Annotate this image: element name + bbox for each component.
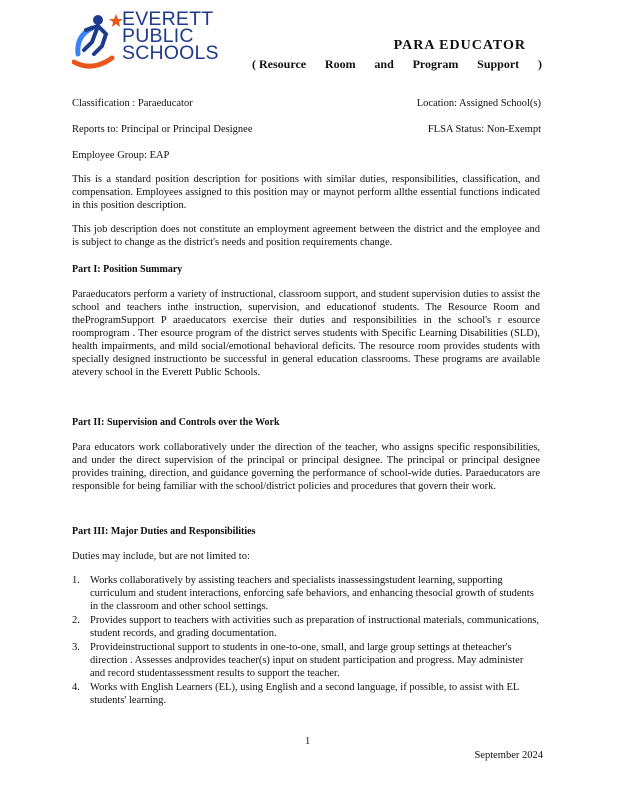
item-text: Works with English Learners (EL), using English and a second language, if possible, to assist with EL students' learning.	[90, 682, 519, 706]
reports-to: Reports to: Principal or Principal Designee	[72, 124, 253, 135]
logo-line: EVERETT	[122, 8, 214, 30]
list-item	[72, 681, 540, 707]
item-text: Provideinstructional support to students in one-to-one, small, and large group settings at theteacher's direction . Assesses andprovides teacher(s) input on student participation and progress. May administer and record studentassessment results to support the teacher.	[90, 642, 524, 679]
list-item	[72, 641, 540, 680]
subtitle-part: )	[537, 57, 542, 71]
section-heading: Part II: Supervision and Controls over the Work	[72, 417, 280, 428]
item-number: 1.	[72, 575, 80, 586]
subtitle-part: and	[374, 57, 394, 71]
section-heading: Part I: Position Summary	[72, 264, 183, 275]
footer-date: September 2024	[474, 750, 543, 761]
list-item	[72, 574, 540, 613]
subtitle-part: Room	[324, 57, 356, 71]
section-heading: Part III: Major Duties and Responsibilities	[72, 526, 256, 537]
meta-row-classification	[72, 98, 541, 109]
district-logo-icon	[72, 10, 122, 80]
duties-list	[72, 574, 540, 708]
subtitle-part: ( Resource	[252, 57, 307, 71]
employee-group: Employee Group: EAP	[72, 150, 170, 161]
classification: Classification : Paraeducator	[72, 98, 193, 109]
district-logo	[72, 10, 240, 80]
logo-wordmark	[122, 8, 219, 64]
meta-row-reports	[72, 124, 541, 135]
page-number: 1	[305, 736, 311, 747]
subtitle-part: Support	[477, 57, 520, 71]
position-summary: Paraeducators perform a variety of instructional, classroom support, and student supervision duties to assist the school and teachers inthe instruction, supervision, and educationof students. The Resource Room and theProgramSupport P araeducators exercise their duties and responsibilities in the school's r esource roomprogram . Ther esource program of the district serves students with Specific Learning Disabilities (SLD), health impairments, and mild social/emotional behavioral deficits. The resource room provides students with specially designed instructionto be successful in general education classrooms. These programs are available atevery school in the Everett Public Schools.	[72, 289, 540, 378]
intro-paragraph: This is a standard position description for positions with similar duties, responsibilities, classification, and compensation. Employees assigned to this position may or maynot perform allthe essential functions indicated in this position description.	[72, 174, 540, 211]
document-subtitle	[252, 57, 542, 72]
item-number: 2.	[72, 615, 80, 626]
item-text: Works collaboratively by assisting teachers and specialists inassessingstudent learning, supporting curriculum and student interactions, enforcing safe behaviors, and enhancing thesocial growth of students in the classroom and other school settings.	[90, 575, 534, 612]
meta-row-group	[72, 150, 541, 161]
item-number: 4.	[72, 682, 80, 693]
flsa-status: FLSA Status: Non-Exempt	[427, 124, 541, 135]
logo-line: SCHOOLS	[122, 42, 219, 64]
intro-paragraph: This job description does not constitute an employment agreement between the district and the employee and is subject to change as the district's needs and position requirements change.	[72, 224, 540, 248]
document-title: PARA EDUCATOR	[393, 38, 526, 53]
location: Location: Assigned School(s)	[416, 98, 541, 109]
list-item	[72, 614, 540, 640]
duties-lead: Duties may include, but are not limited to:	[72, 551, 250, 562]
logo-line: PUBLIC	[122, 25, 194, 47]
item-number: 3.	[72, 642, 80, 653]
subtitle-part: Program	[412, 57, 459, 71]
supervision-text: Para educators work collaboratively under the direction of the teacher, who assigns specific responsibilities, and under the direct supervision of the principal or principal designee. The principal or principal designee provides training, direction, and guidance governing the performance of school-wide duties. Paraeducators are responsible for being familiar with the school/district policies and procedures that govern their work.	[72, 442, 540, 492]
item-text: Provides support to teachers with activities such as preparation of instructional materials, communications, student records, and grading documentation.	[90, 615, 540, 639]
